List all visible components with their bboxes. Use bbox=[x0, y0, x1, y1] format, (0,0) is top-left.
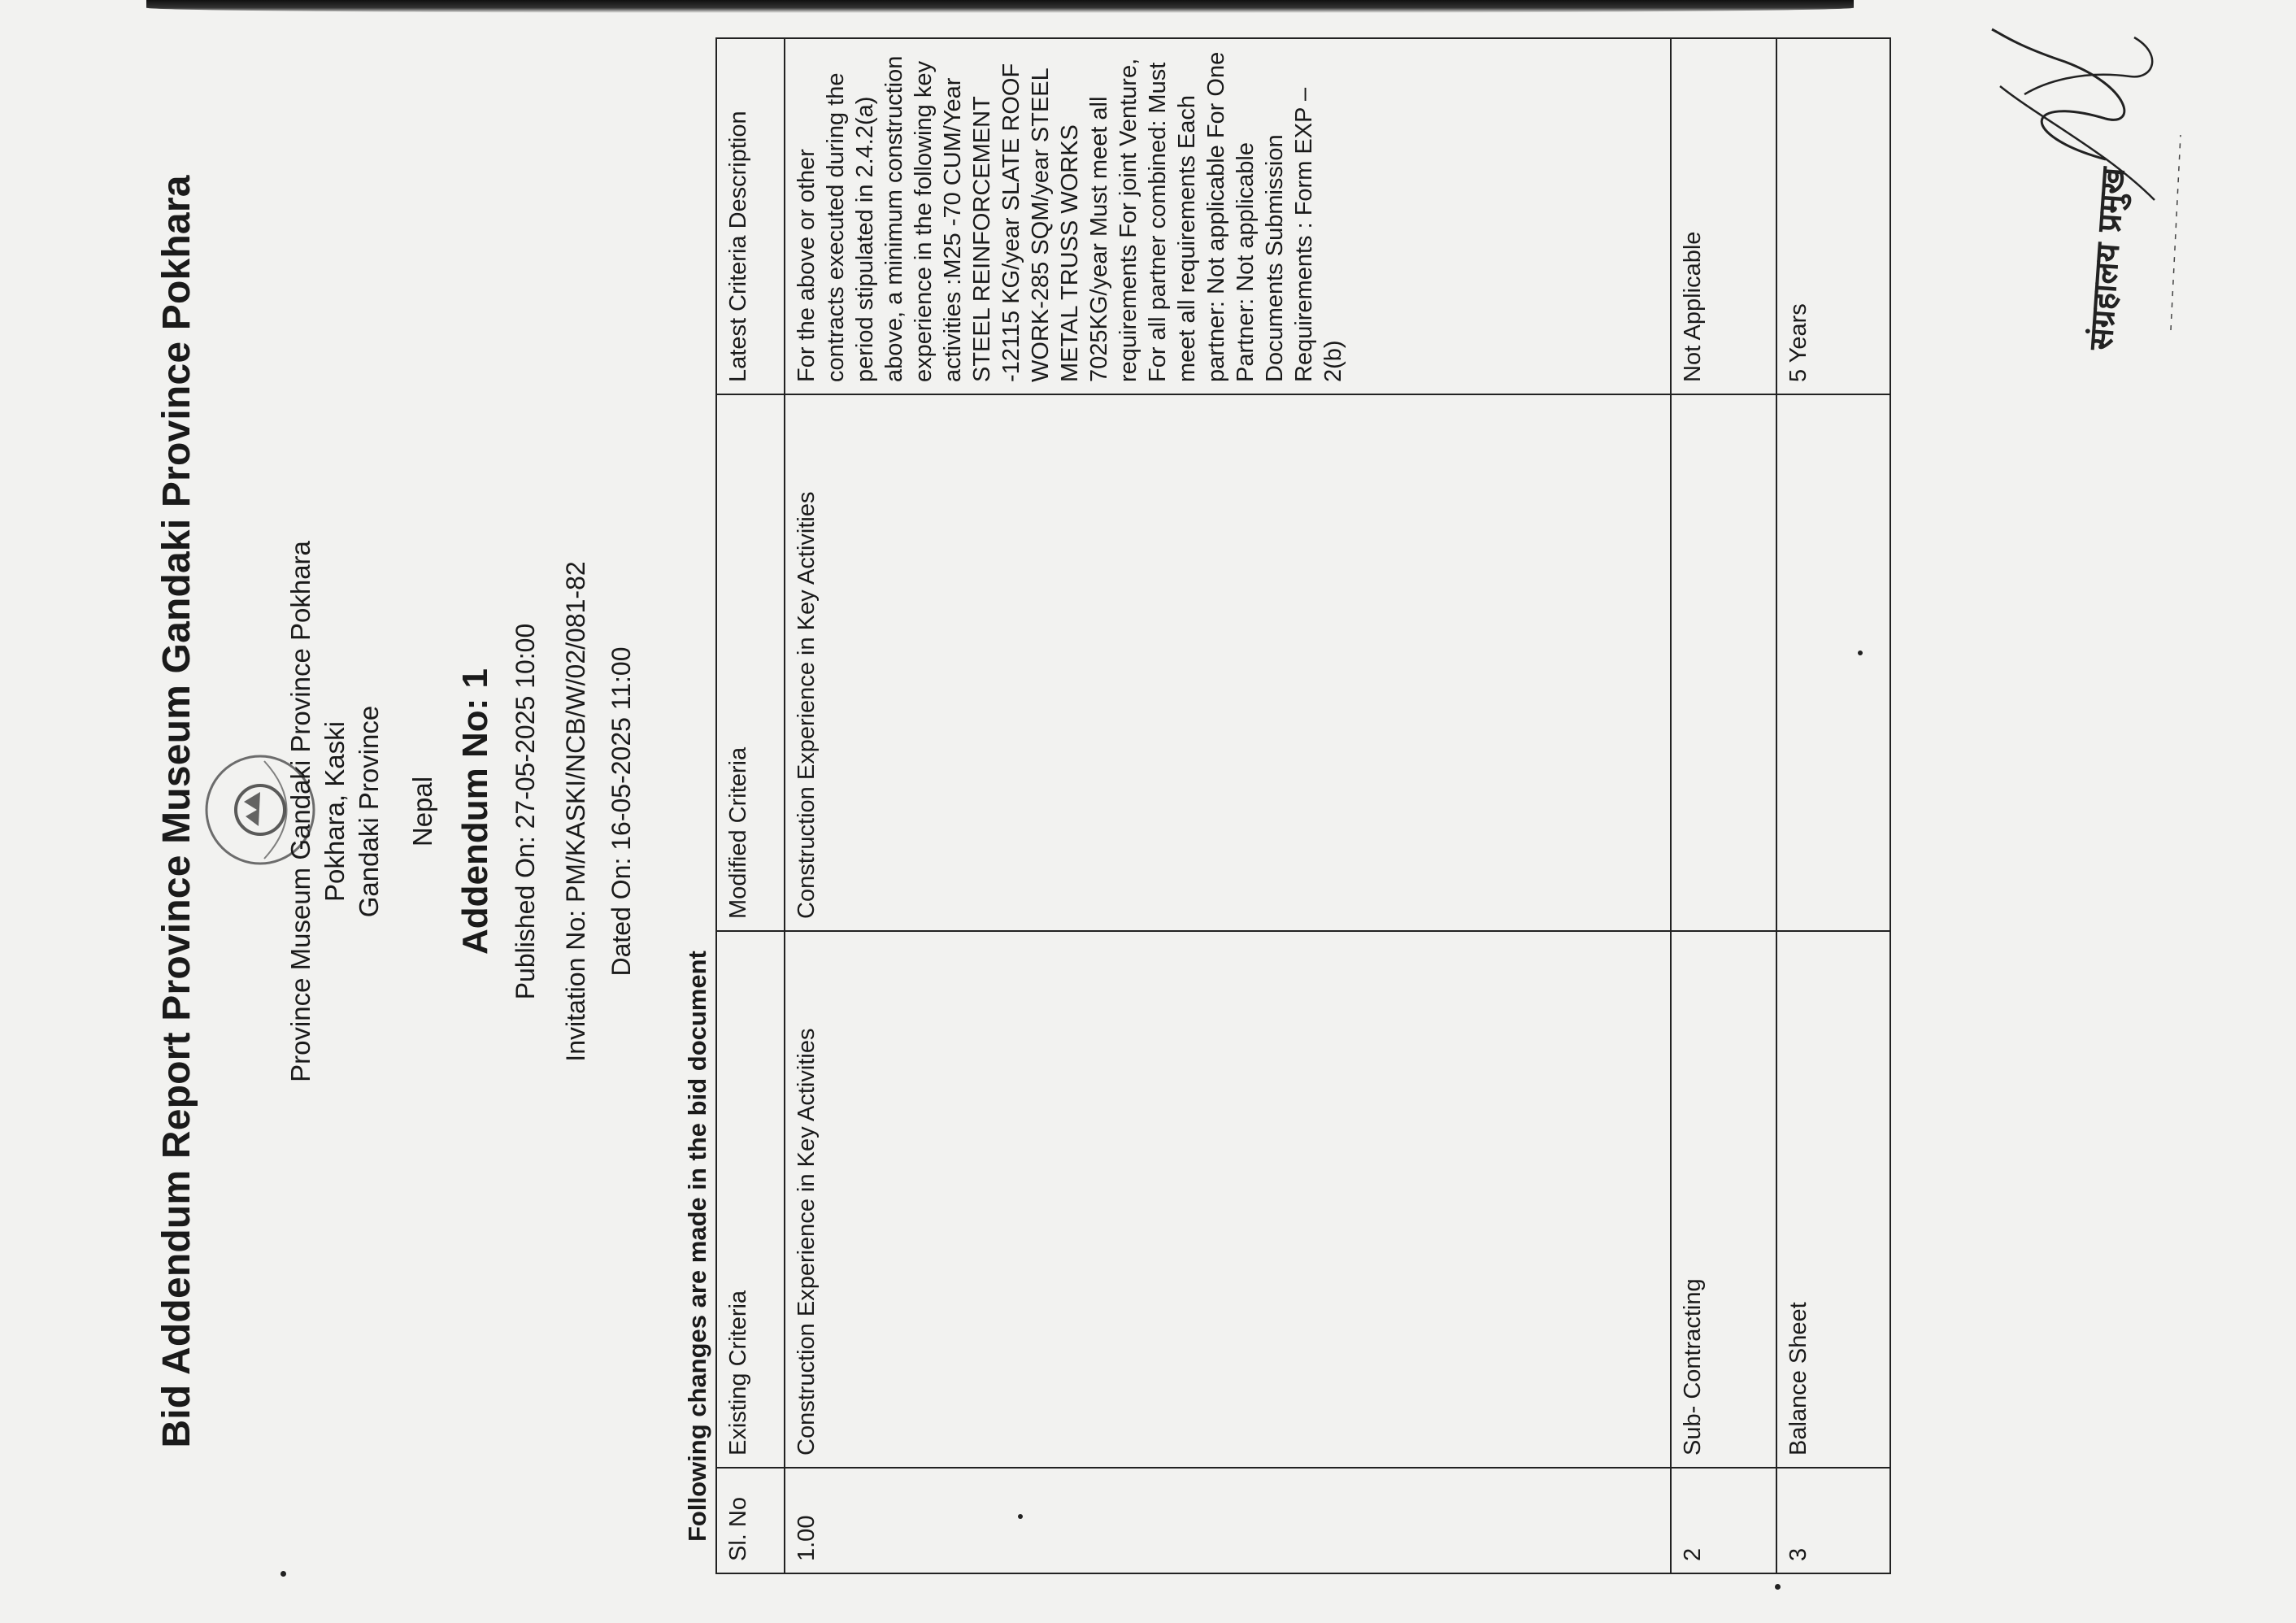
row-modified-criteria bbox=[1776, 394, 1890, 931]
addendum-number: Addendum No: 1 bbox=[455, 668, 495, 955]
header-country: Nepal bbox=[407, 776, 437, 847]
seal-text: संग्रहालय प्रमुख bbox=[2082, 166, 2133, 351]
changes-intro: Following changes are made in the bid document bbox=[683, 951, 711, 1542]
row-latest-criteria: 5 Years bbox=[1776, 38, 1890, 394]
dated-on: Dated On: 16-05-2025 11:00 bbox=[607, 646, 636, 977]
published-on: Published On: 27-05-2025 10:00 bbox=[511, 623, 540, 1000]
table-row bbox=[785, 38, 1671, 1573]
table-row bbox=[1776, 38, 1890, 1573]
invitation-number: Invitation No: PM/KASKI/NCB/W/02/081-82 bbox=[561, 561, 590, 1062]
header-district: Pokhara, Kaski bbox=[320, 721, 350, 902]
row-existing-criteria: Balance Sheet bbox=[1776, 931, 1890, 1468]
header-province: Gandaki Province bbox=[354, 705, 384, 918]
row-sl-no: 2 bbox=[1671, 1468, 1776, 1573]
header-sl-no: Sl. No bbox=[716, 1468, 785, 1573]
row-latest-criteria: Not Applicable bbox=[1671, 38, 1776, 394]
row-latest-criteria: For the above or other contracts executed during the period stipulated in 2.4.2(a) above, a minimum construction experience in the following key activities :M25 -70 CUM/Year STEEL REINFORCEMENT -12115 KG/year SLATE ROOF WORK-285 SQM/year STEEL METAL TRUSS WORKS 7025KG/year Must meet all requirements For joint Venture, For all partner combined: Must meet all requirements Each partner: Not applicable For One Partner: Not applicable Documents Submission Requirements : Form EXP – 2(b) bbox=[785, 38, 1671, 394]
row-sl-no: 3 bbox=[1776, 1468, 1890, 1573]
document-title: Bid Addendum Report Province Museum Gandaki Province Pokhara bbox=[155, 175, 198, 1448]
table-header-row bbox=[716, 38, 785, 1573]
row-modified-criteria: Construction Experience in Key Activities bbox=[785, 394, 1671, 931]
row-sl-no: 1.00 bbox=[785, 1468, 1671, 1573]
header-existing-criteria: Existing Criteria bbox=[716, 931, 785, 1468]
row-existing-criteria: Sub- Contracting bbox=[1671, 931, 1776, 1468]
criteria-table bbox=[715, 37, 1891, 1574]
header-modified-criteria: Modified Criteria bbox=[716, 394, 785, 931]
row-modified-criteria bbox=[1671, 394, 1776, 931]
row-existing-criteria: Construction Experience in Key Activities bbox=[785, 931, 1671, 1468]
table-row bbox=[1671, 38, 1776, 1573]
header-office: Province Museum Gandaki Province Pokhara bbox=[285, 541, 315, 1082]
header-latest-criteria: Latest Criteria Description bbox=[716, 38, 785, 394]
signature-seal bbox=[1968, 21, 2195, 363]
